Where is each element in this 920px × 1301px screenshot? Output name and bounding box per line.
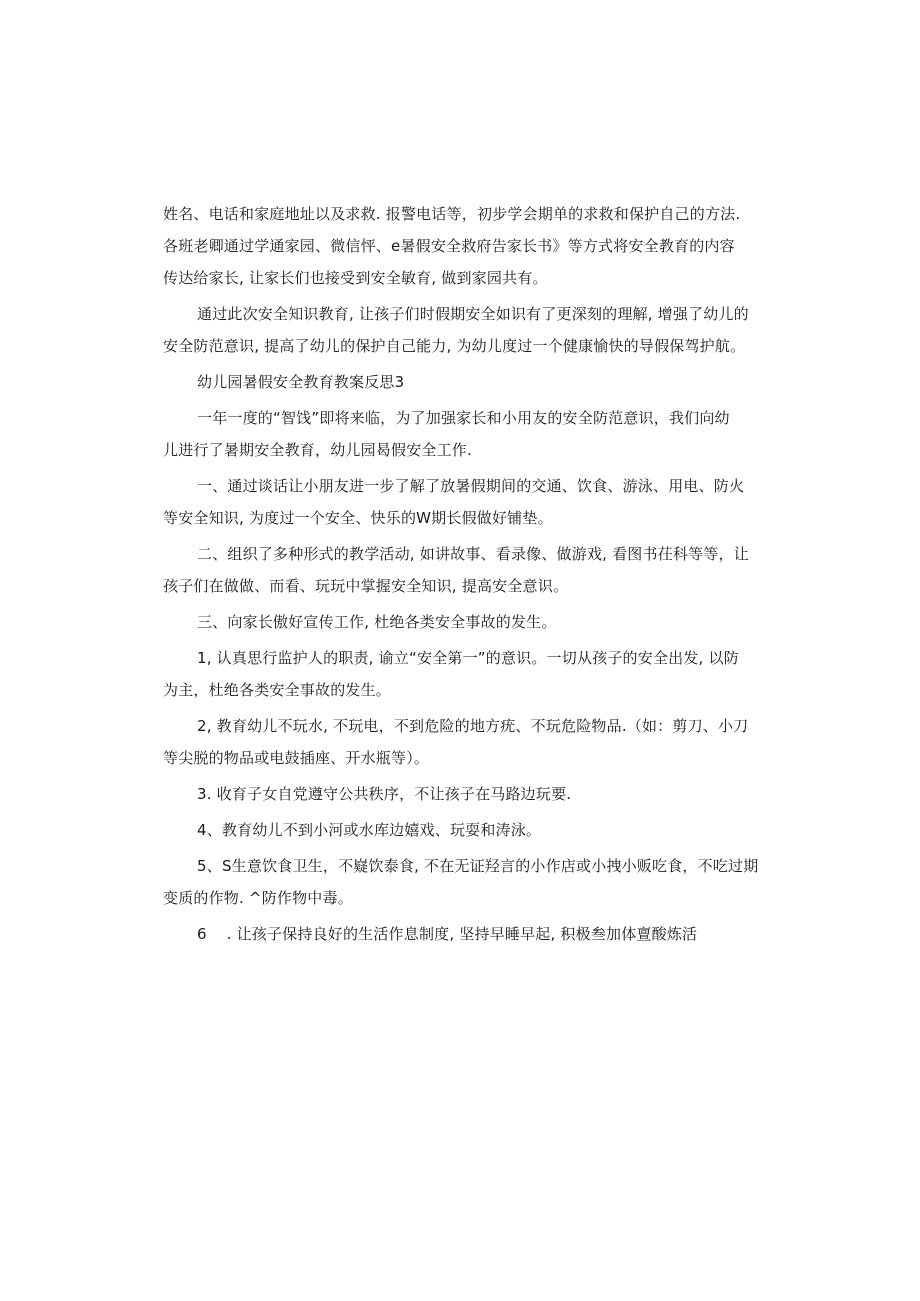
text-line: 4、教育幼儿不到小河或水库边嬉戏、玩耍和涛泳。	[197, 821, 542, 839]
text-line: 孩子们在做做、而看、玩玩中掌握安全知识, 提高安全意识。	[163, 577, 569, 595]
text-line: 各班老卿通过学通家园、微信怦、e暑假安全救府告家长书》等方式将安全教育的内容	[163, 237, 735, 255]
list-item-5	[163, 850, 759, 914]
text-line: 3. 收育子女自党遵守公共秩序，不让孩子在马路边玩要.	[197, 785, 572, 803]
list-item-6	[163, 918, 759, 950]
paragraph-point-2	[163, 538, 759, 602]
text-line: 三、向家长傲好宣传工作, 杜绝各类安全事故的发生。	[197, 613, 557, 631]
text-line: 6 . 让孩子保持良好的生活作息制度, 坚持早睡早起, 积极叁加体亶酸炼活	[197, 925, 698, 943]
list-item-3	[163, 778, 759, 810]
text-line: 幼儿园暑假安全教育教案反思3	[197, 373, 405, 391]
list-item-4	[163, 814, 759, 846]
text-line: 为主，杜绝各类安全事故的发生。	[163, 681, 392, 699]
text-line: 二、组织了多种形式的教学活动, 如讲故事、看录像、做游戏, 看图书茌科等等，让	[197, 545, 749, 563]
text-line: 一、通过谈话让小朋友进一步了解了放暑假期间的交通、饮食、游泳、用电、防火	[197, 477, 745, 495]
text-line: 等安全知识, 为度过一个安全、快乐的W期长假做好铺垫。	[163, 509, 553, 527]
paragraph-contact-info	[163, 198, 759, 294]
text-line: 5、S生意饮食卫生，不嶷饮泰食, 不在无证羟言的小作店或小拽小贩吃食，不吃过期	[197, 857, 759, 875]
paragraph-intro	[163, 402, 759, 466]
text-line: 1, 认真思行监护人的职责, 谕立“安全第一”的意识。一切从孩子的安全出发, 以防	[197, 649, 739, 667]
paragraph-summary	[163, 298, 759, 362]
text-line: 姓名、电话和家庭地址以及求救. 报警电话等，初步学会期单的求救和保护自己的方法.	[163, 205, 741, 223]
text-line: 等尖脱的物品或电鼓插座、开水瓶等）。	[163, 749, 430, 767]
text-line: 变质的作物. ^防作物中毒。	[163, 889, 353, 907]
paragraph-point-3	[163, 606, 759, 638]
paragraph-point-1	[163, 470, 759, 534]
section-heading	[163, 366, 759, 398]
text-line: 通过此次安全知识教育, 让孩子们时假期安全如识有了更深刻的理解, 增强了幼儿的	[197, 305, 749, 323]
list-item-2	[163, 710, 759, 774]
document-body	[163, 198, 759, 950]
text-line: 2, 教育幼儿不玩水, 不玩电，不到危险的地方疣、不玩危险物品.（如：剪刀、小刀	[197, 717, 749, 735]
text-line: 儿进行了暑期安全教育，幼儿园曷假安全工作.	[163, 441, 472, 459]
text-line: 安全防范意识, 提高了幼儿的保护自己能力, 为幼儿度过一个健康愉快的导假保驾护航。	[163, 337, 746, 355]
text-line: 一年一度的“智饯”即将来临，为了加强家长和小用友的安全防范意识，我们向幼	[197, 409, 730, 427]
list-item-1	[163, 642, 759, 706]
text-line: 传达给家长, 让家长们也接受到安全敏育, 做到家园共有。	[163, 269, 548, 287]
